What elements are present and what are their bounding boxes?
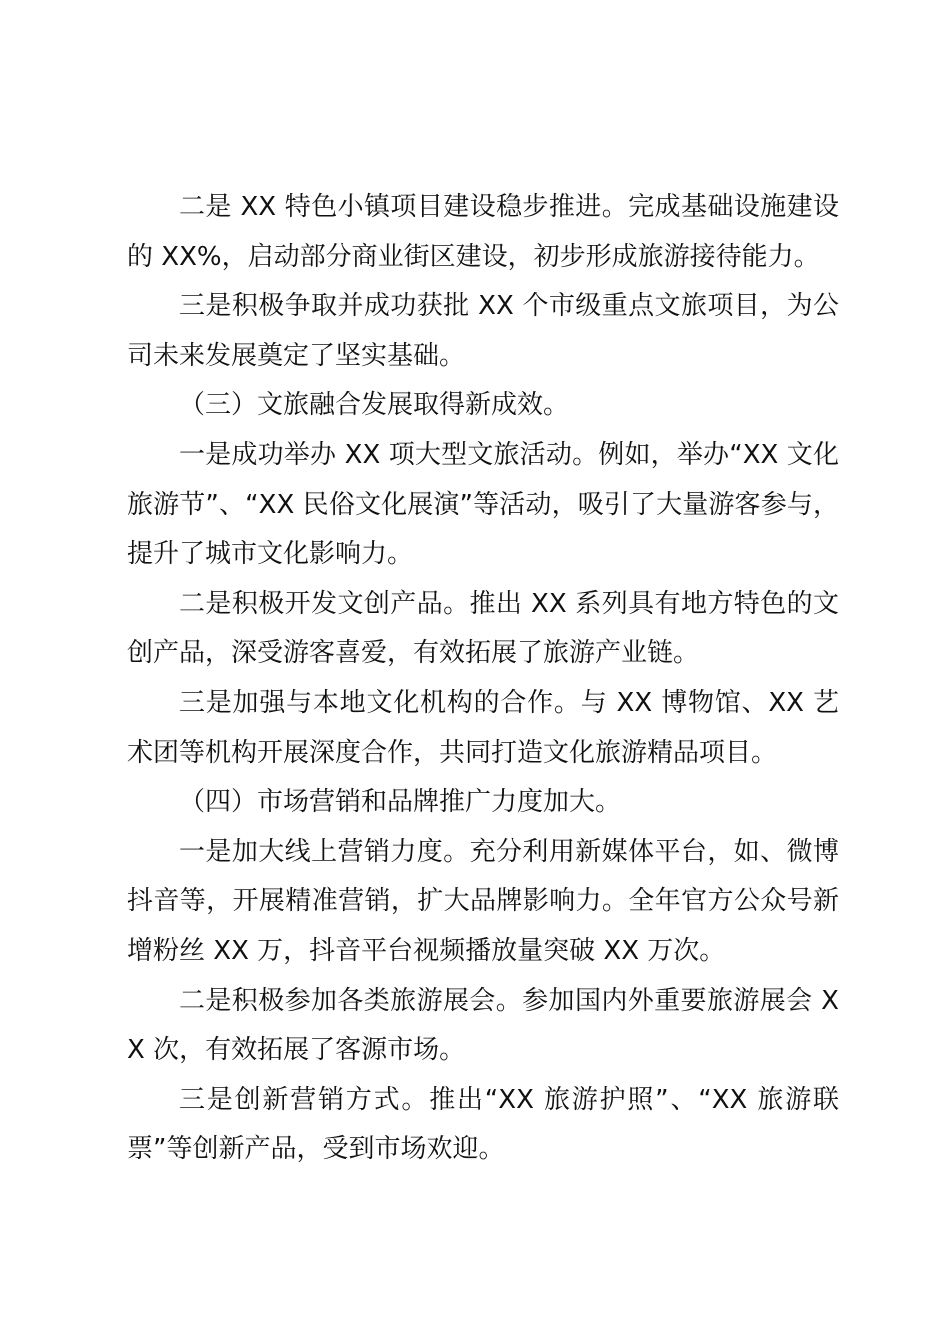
section-heading-marketing: （四）市场营销和品牌推广力度加大。 xyxy=(179,787,622,818)
paragraph-town-project: 二是 XX 特色小镇项目建设稳步推进。完成基础设施建设的 XX%，启动部分商业街区建设，初步形成旅游接待能力。 xyxy=(127,192,839,272)
paragraph-online-marketing: 一是加大线上营销力度。充分利用新媒体平台，如、微博抖音等，开展精准营销，扩大品牌影响力。全年官方公众号新增粉丝 XX 万，抖音平台视频播放量突破 XX 万次。 xyxy=(127,836,839,966)
paragraph-innovative-marketing: 三是创新营销方式。推出“XX 旅游护照”、“XX 旅游联票”等创新产品，受到市场欢迎。 xyxy=(127,1084,839,1165)
paragraph-tourism-expos: 二是积极参加各类旅游展会。参加国内外重要旅游展会 XX 次，有效拓展了客源市场。 xyxy=(127,985,839,1066)
paragraph-approved-projects: 三是积极争取并成功获批 XX 个市级重点文旅项目，为公司未来发展奠定了坚实基础。 xyxy=(127,291,839,371)
document-body xyxy=(127,183,839,1175)
paragraph-cultural-cooperation: 三是加强与本地文化机构的合作。与 XX 博物馆、XX 艺术团等机构开展深度合作，共同打造文化旅游精品项目。 xyxy=(127,687,839,768)
paragraph-large-events: 一是成功举办 XX 项大型文旅活动。例如，举办“XX 文化旅游节”、“XX 民俗文化展演”等活动，吸引了大量游客参与，提升了城市文化影响力。 xyxy=(127,439,839,570)
paragraph-creative-products: 二是积极开发文创产品。推出 XX 系列具有地方特色的文创产品，深受游客喜爱，有效拓展了旅游产业链。 xyxy=(127,588,839,669)
section-heading-culture-tourism: （三）文旅融合发展取得新成效。 xyxy=(179,390,570,421)
